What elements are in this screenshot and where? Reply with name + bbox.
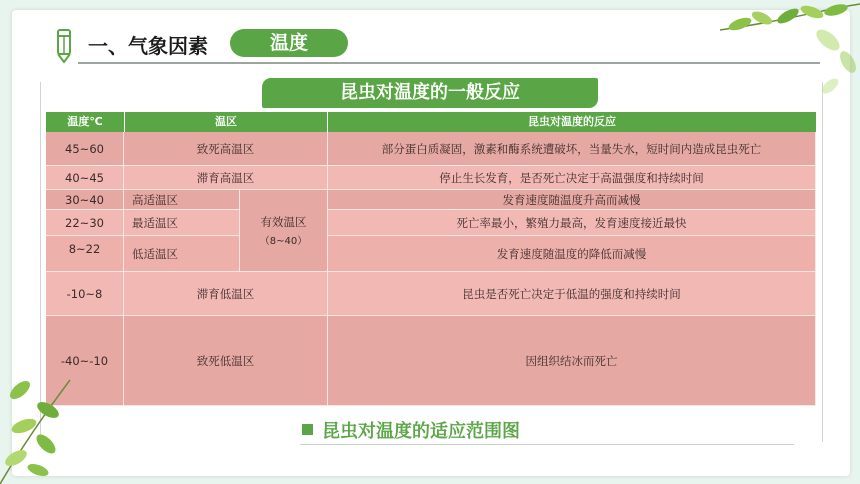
table-title-banner: 昆虫对温度的一般反应 <box>262 78 598 108</box>
effective-zone-label: 有效温区 <box>260 215 307 229</box>
leaf-branch-top-right-icon <box>700 0 860 100</box>
table-row-temp: 22~30 <box>46 210 124 236</box>
table-row-temp: -10~8 <box>46 272 124 316</box>
table-row-zone: 低适温区 <box>124 236 240 272</box>
table-row-zone: 致死低温区 <box>124 316 328 406</box>
table-row-temp: 8~22 <box>46 236 124 272</box>
right-divider <box>822 82 823 442</box>
table-row-zone: 致死高温区 <box>124 132 328 166</box>
table-row-reaction: 昆虫是否死亡决定于低温的强度和持续时间 <box>328 272 816 316</box>
table-row-zone: 高适温区 <box>124 190 240 210</box>
header-temp: 温度℃ <box>46 112 124 132</box>
caption-square-icon <box>302 424 313 435</box>
section-heading: 一、气象因素 <box>88 34 208 58</box>
effective-zone-cell <box>240 190 328 272</box>
topic-pill: 温度 <box>230 29 348 57</box>
pencil-icon <box>52 28 76 64</box>
caption-underline <box>300 444 794 445</box>
table-row-reaction: 因组织结冰而死亡 <box>328 316 816 406</box>
figure-caption: 昆虫对温度的适应范围图 <box>322 421 520 442</box>
table-row-zone: 滞育高温区 <box>124 166 328 190</box>
table-row-temp: 40~45 <box>46 166 124 190</box>
table-row-reaction: 死亡率最小，繁殖力最高，发育速度接近最快 <box>328 210 816 236</box>
table-row-temp: 30~40 <box>46 190 124 210</box>
header-zone: 温区 <box>125 112 327 132</box>
table-row-zone: 滞育低温区 <box>124 272 328 316</box>
table-row-reaction: 部分蛋白质凝固，激素和酶系统遭破坏，当量失水，短时间内造成昆虫死亡 <box>328 132 816 166</box>
leaf-branch-bottom-left-icon <box>0 370 90 484</box>
table-row-zone: 最适温区 <box>124 210 240 236</box>
table-row-reaction: 发育速度随温度的降低而减慢 <box>328 236 816 272</box>
effective-zone-range: （8~40） <box>259 236 308 247</box>
table-row-reaction: 停止生长发育，是否死亡决定于高温强度和持续时间 <box>328 166 816 190</box>
table-row-reaction: 发育速度随温度升高而减慢 <box>328 190 816 210</box>
temperature-table <box>46 112 816 406</box>
table-row-temp: 45~60 <box>46 132 124 166</box>
table-row-temp: -40~-10 <box>46 316 124 406</box>
header-reaction: 昆虫对温度的反应 <box>328 112 816 132</box>
